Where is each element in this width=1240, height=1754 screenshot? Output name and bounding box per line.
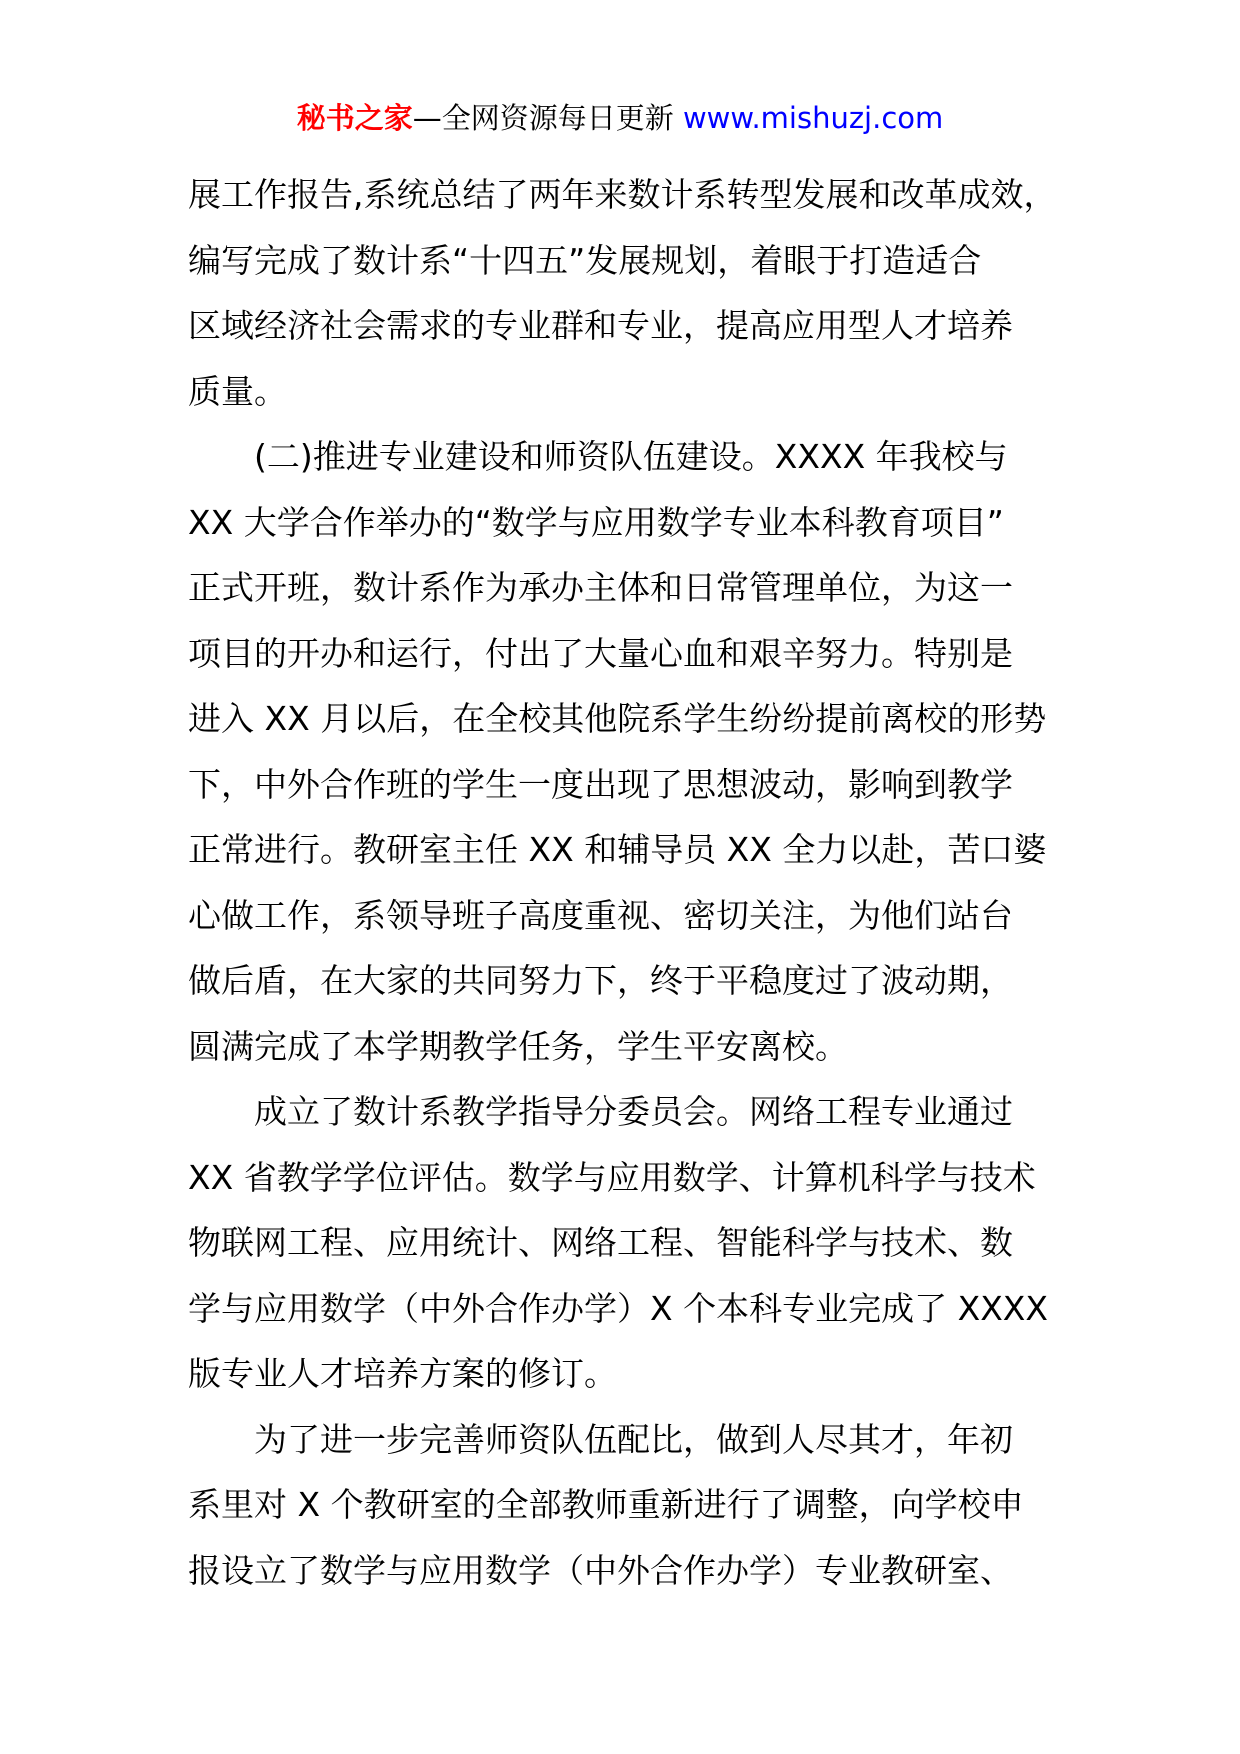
text-line: 物联网工程、应用统计、网络工程、智能科学与技术、数 xyxy=(188,1223,1013,1262)
text-line: 心做工作，系领导班子高度重视、密切关注，为他们站台 xyxy=(188,895,1013,935)
paragraph-start-line: 成立了数计系教学指导分委员会。网络工程专业通过 xyxy=(254,1092,1013,1131)
text-line: 正常进行。教研室主任 XX 和辅导员 XX 全力以赴，苦口婆 xyxy=(188,830,1047,869)
text-line: 学与应用数学（中外合作办学）X 个本科专业完成了 XXXX xyxy=(188,1288,1049,1328)
header-url-link[interactable]: www.mishuzj.com xyxy=(682,101,944,135)
text-line: 展工作报告,系统总结了两年来数计系转型发展和改革成效， xyxy=(188,175,1057,214)
text-line: 编写完成了数计系“十四五”发展规划，着眼于打造适合 xyxy=(188,240,982,280)
text-line: 系里对 X 个教研室的全部教师重新进行了调整，向学校申 xyxy=(188,1485,1024,1524)
paragraph-start-line: 为了进一步完善师资队伍配比，做到人尽其才，年初 xyxy=(254,1419,1013,1459)
page-header xyxy=(0,98,1240,138)
text-line: 正式开班，数计系作为承办主体和日常管理单位，为这一 xyxy=(188,568,1013,607)
text-line: 做后盾，在大家的共同努力下，终于平稳度过了波动期， xyxy=(188,961,1013,1000)
text-line: 版专业人才培养方案的修订。 xyxy=(188,1354,617,1393)
text-line: 报设立了数学与应用数学（中外合作办学）专业教研室、 xyxy=(188,1550,1013,1590)
text-line: 区域经济社会需求的专业群和专业，提高应用型人才培养 xyxy=(188,306,1013,345)
paragraph-start-line: (二)推进专业建设和师资队伍建设。XXXX 年我校与 xyxy=(254,437,1008,476)
header-tagline: —全网资源每日更新 xyxy=(412,101,674,135)
text-line: 圆满完成了本学期教学任务，学生平安离校。 xyxy=(188,1026,848,1066)
text-line: XX 省教学学位评估。数学与应用数学、计算机科学与技术 xyxy=(188,1157,1036,1197)
text-line: 进入 XX 月以后，在全校其他院系学生纷纷提前离校的形势 xyxy=(188,699,1047,738)
document-body xyxy=(188,162,1068,1603)
header-brand: 秘书之家 xyxy=(296,101,413,135)
text-line: XX 大学合作举办的“数学与应用数学专业本科教育项目” xyxy=(188,502,1004,542)
text-line: 下，中外合作班的学生一度出现了思想波动，影响到教学 xyxy=(188,764,1013,804)
text-line: 项目的开办和运行，付出了大量心血和艰辛努力。特别是 xyxy=(188,633,1013,673)
text-line: 质量。 xyxy=(188,371,287,411)
